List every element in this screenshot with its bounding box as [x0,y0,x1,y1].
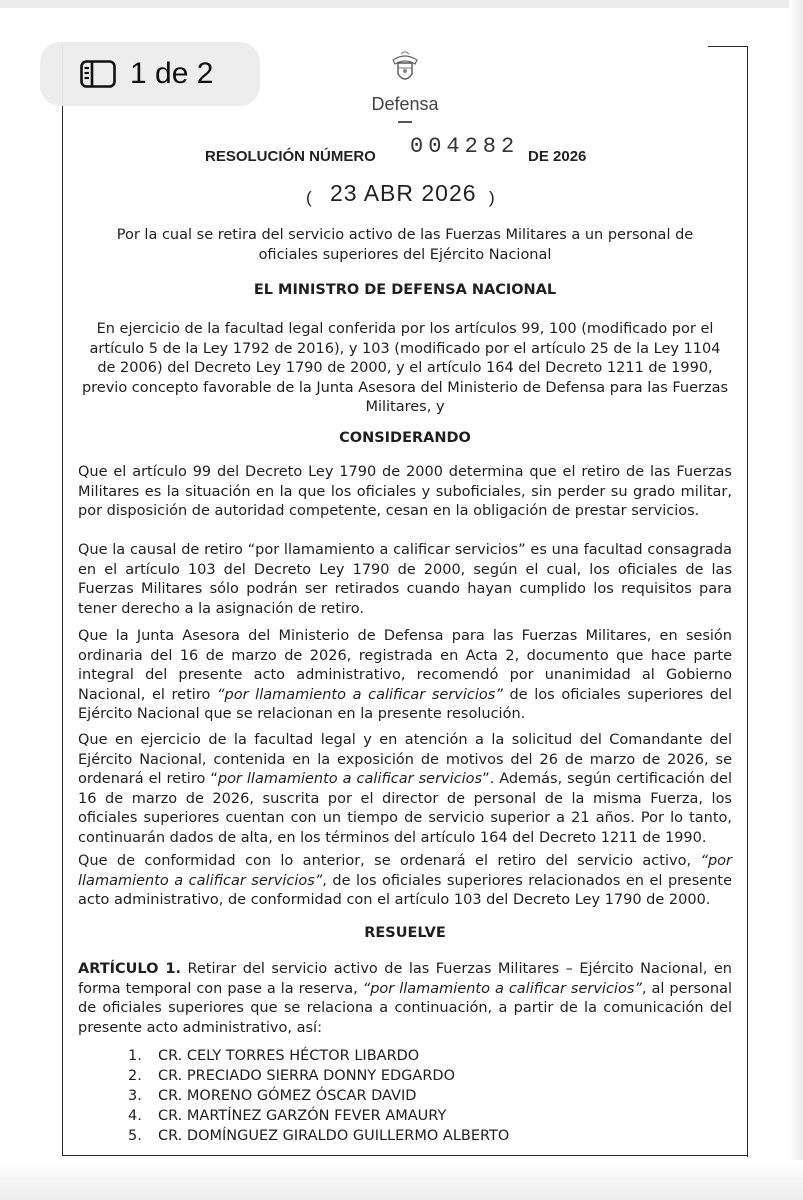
frame-line-left [62,45,63,1155]
considering-3-text-a: Que la Junta Asesora del Ministerio de Defensa para las Fuerzas Militares, en sesión ordinaria del 16 de marzo de 2026, registrada en Acta 2, documento que hace parte integral del presente acto administrativo, recomendó por unanimidad al Gobierno Nacional, el retiro [78,628,732,703]
sidebar-toggle-icon[interactable] [80,60,116,88]
list-item [128,1046,509,1066]
logo-underline [398,121,412,123]
date-paren-close: ) [489,188,495,207]
officer-name: CR. MORENO GÓMEZ ÓSCAR DAVID [158,1088,417,1104]
page-edge-right [789,0,803,1200]
list-item-number: 1. [128,1048,142,1064]
considering-5-quote: “por llamamiento a calificar servicios” [78,853,732,889]
considering-4-text-a: Que en ejercicio de la facultad legal y en atención a la solicitud del Comandante del Ejército Nacional, contenida en la exposición de motivos del 26 de marzo de 2026, se ordenará el retiro “ [78,732,732,787]
frame-line-bottom [62,1155,748,1156]
list-item [128,1086,509,1106]
list-item-number: 2. [128,1068,142,1084]
resolution-date: 23 ABR 2026 [330,180,477,206]
officer-name: CR. PRECIADO SIERRA DONNY EDGARDO [158,1068,455,1084]
resolution-subject: Por la cual se retira del servicio activo de las Fuerzas Militares a un personal de oficiales superiores del Ejército Nacional [116,227,694,263]
considering-paragraph-4 [78,731,732,848]
article-1-text-b: , al personal de oficiales superiores que se relaciona a continuación, a partir de la comunicación del presente acto administrativo, así: [78,980,732,1036]
considering-paragraph-5 [78,852,732,911]
article-1-text-a: Retirar del servicio activo de las Fuerzas Militares – Ejército Nacional, en forma temporal con pase a la reserva, [78,961,732,997]
considering-heading: CONSIDERANDO [339,430,471,446]
resolves-heading: RESUELVE [364,925,446,941]
authority-heading: EL MINISTRO DE DEFENSA NACIONAL [253,282,557,298]
list-item-number: 3. [128,1088,142,1104]
article-1-label: ARTÍCULO 1. [78,961,181,977]
considering-3-quote: “por llamamiento a calificar servicios” [216,686,503,703]
page-edge-bottom [0,1160,803,1200]
frame-line-top-right [708,46,748,47]
considering-paragraph-2: Que la causal de retiro “por llamamiento a calificar servicios” es una facultad consagrada en el artículo 103 del Decreto Ley 1790 de 2000, según el cual, los oficiales de las Fuerzas Militares sólo podrán ser retirados cuando hayan cumplido los requisitos para tener derecho a la asignación de retiro. [78,542,732,617]
list-item-number: 4. [128,1108,142,1124]
officer-name: CR. DOMÍNGUEZ GIRALDO GUILLERMO ALBERTO [158,1128,510,1144]
frame-line-right [747,47,748,1157]
considering-4-text-b: ”. Además, según certificación del 16 de marzo de 2026, suscrita por el director de personal de la misma Fuerza, los oficiales superiores cuentan con un tiempo de servicio superior a 21 años. Por lo tanto, continuarán dados de alta, en los términos del artículo 164 del Decreto 1211 de 1990. [78,771,732,846]
logo-text: Defensa [371,94,439,114]
article-1-quote: “por llamamiento a calificar servicios” [362,980,642,997]
officer-name: CR. CELY TORRES HÉCTOR LIBARDO [158,1048,420,1064]
considering-paragraph-1: Que el artículo 99 del Decreto Ley 1790 de 2000 determina que el retiro de las Fuerzas Militares es la situación en la que los oficiales y suboficiales, sin perder su grado militar, por disposición de autoridad competente, cesan en la obligación de prestar servicios. [78,464,732,519]
date-paren-open: ( [306,188,312,207]
considering-paragraph-3 [78,627,732,725]
list-item [128,1126,509,1146]
list-item [128,1066,509,1086]
preamble-paragraph: En ejercicio de la facultad legal conferida por los artículos 99, 100 (modificado por el artículo 5 de la Ley 1792 de 2016), y 103 (modificado por el artículo 25 de la Ley 1104 de 2006) del Decreto Ley 1790 de 2000, y el artículo 164 del Decreto 1211 de 1990, previo concepto favorable de la Junta Asesora del Ministerio de Defensa para las Fuerzas Militares, y [81,321,729,415]
resolution-year: DE 2026 [528,148,587,165]
resolution-label: RESOLUCIÓN NÚMERO [205,148,376,165]
page-edge-top [0,0,803,8]
list-item-number: 5. [128,1128,142,1144]
considering-5-text-b: , de los oficiales superiores relacionados en el presente acto administrativo, de conformidad con el artículo 103 del Decreto Ley 1790 de 2000. [78,872,732,908]
page-indicator[interactable] [40,42,260,106]
considering-3-text-b: de los oficiales superiores del Ejército Nacional que se relacionan en la presente resolución. [78,686,733,722]
ministry-logo [360,50,450,123]
officer-list [128,1046,509,1146]
list-item [128,1106,509,1126]
officer-name: CR. MARTÍNEZ GARZÓN FEVER AMAURY [158,1108,447,1124]
considering-4-quote: por llamamiento a calificar servicios [217,771,483,787]
coat-of-arms-icon [387,50,423,88]
page-indicator-text: 1 de 2 [130,57,214,90]
resolution-number: 004282 [410,134,520,159]
article-1-paragraph [78,960,732,1038]
considering-5-text-a: Que de conformidad con lo anterior, se ordenará el retiro del servicio activo, [78,853,701,869]
